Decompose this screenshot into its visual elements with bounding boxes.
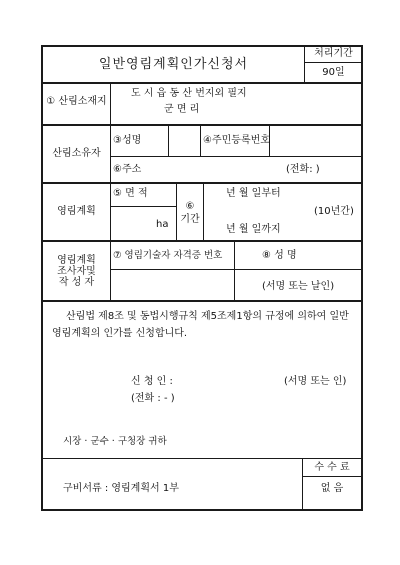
col-divider [234, 240, 235, 300]
plan-area-unit: ha [156, 219, 169, 230]
row-divider [41, 240, 363, 242]
plan-to-date: 년 월 일까지 [226, 224, 281, 235]
applicant-label: 신 청 인 : [131, 376, 173, 387]
col-divider [200, 124, 201, 157]
row-divider [41, 124, 363, 126]
processing-period-value: 90일 [322, 67, 345, 78]
license-number-label: ⑦ 영림기술자 자격증 번호 [113, 250, 223, 261]
plan-area-label: ⑤ 면 적 [113, 188, 148, 199]
investigator-signature-label: (서명 또는 날인) [262, 281, 335, 292]
row-divider [41, 182, 363, 184]
addressee: 시장 · 군수 · 구청장 귀하 [63, 436, 167, 447]
applicant-phone: (전화 : - ) [131, 393, 175, 404]
plan-period-number: ⑥ [185, 201, 195, 212]
fee-label: 수 수 료 [314, 462, 350, 473]
processing-period-label: 처리기간 [314, 48, 353, 59]
row-divider [41, 82, 363, 84]
attachments: 구비서류 : 영림계획서 1부 [63, 483, 179, 494]
frame-right-border [361, 45, 363, 511]
plan-from-date: 년 월 일부터 [226, 188, 281, 199]
owner-phone-label: (전화: ) [286, 164, 320, 175]
form-title: 일반영림계획인가신청서 [98, 57, 249, 72]
owner-address-label: ⑥주소 [113, 164, 142, 175]
col-divider [203, 182, 204, 240]
plan-label: 영림계획 [57, 206, 96, 217]
row-divider [302, 476, 362, 477]
investigator-label [43, 255, 110, 288]
row-divider [110, 156, 362, 157]
row-divider [41, 458, 362, 459]
owner-name-label: ③성명 [113, 135, 142, 146]
forest-owner-label: 산림소유자 [52, 148, 101, 159]
row-divider [110, 206, 176, 207]
row-divider [41, 300, 363, 302]
forest-location-label: ① 산림소재지 [46, 96, 107, 107]
application-statement: 산림법 제8조 및 동법시행규칙 제5조제1항의 규정에 의하여 일반영림계획의 인가를 신청합니다. [52, 311, 349, 339]
owner-rrn-label: ④주민등록번호 [203, 135, 270, 146]
frame-bottom-border [41, 509, 363, 511]
forest-location-line1: 도 시 읍 동 산 번지외 필지 [131, 88, 247, 99]
applicant-signature-label: (서명 또는 인) [284, 376, 347, 387]
col-divider [110, 82, 111, 300]
investigator-label-line: 영림계획 [57, 255, 96, 266]
investigator-name-label: ⑧ 성 명 [262, 250, 297, 261]
col-divider [168, 124, 169, 157]
row-divider [305, 62, 362, 63]
investigator-label-line: 작 성 자 [58, 277, 95, 288]
fee-value: 없 음 [320, 483, 344, 494]
frame-top-border [41, 45, 363, 47]
forest-location-line2: 군 면 리 [164, 104, 200, 115]
investigator-label-line: 조사자및 [57, 266, 96, 277]
plan-period-label: 기간 [180, 214, 200, 225]
row-divider [110, 269, 362, 270]
plan-duration: (10년간) [314, 206, 354, 217]
